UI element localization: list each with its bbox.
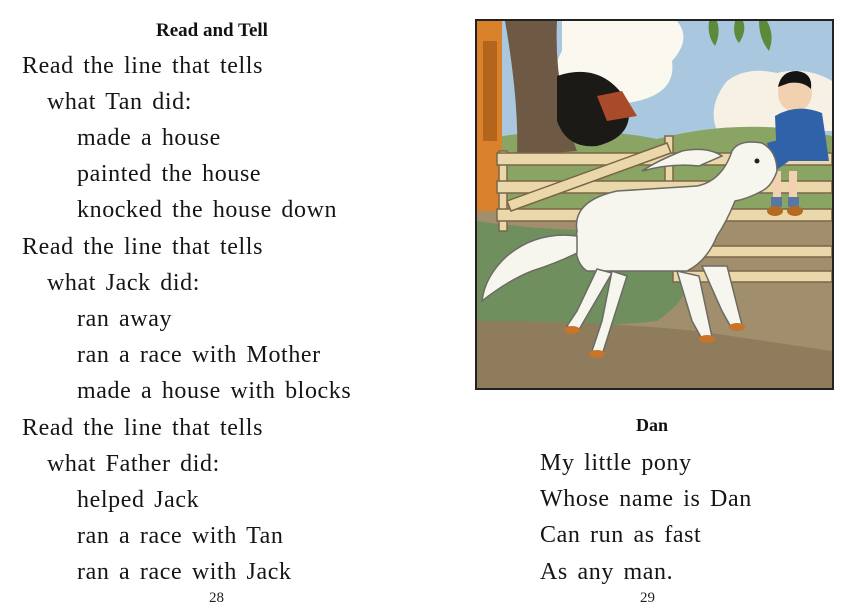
answer-option: knocked the house down [77,197,338,223]
answer-option: ran a race with Mother [77,342,321,368]
question-line: what Tan did: [47,89,192,115]
question-line: what Father did: [47,451,220,477]
answer-option: ran away [77,306,173,332]
poem-title: Dan [636,415,669,435]
poem-line: Whose name is Dan [540,486,752,512]
question-line: Read the line that tells [22,53,264,79]
poem-line: Can run as fast [540,522,702,548]
right-page [425,0,851,610]
question-line: Read the line that tells [22,415,264,441]
answer-option: painted the house [77,161,262,187]
page-number: 29 [640,590,655,606]
question-line: Read the line that tells [22,234,264,260]
answer-option: ran a race with Tan [77,523,284,549]
answer-option: made a house with blocks [77,378,352,404]
question-line: what Jack did: [47,270,201,296]
poem-line: As any man. [540,559,674,585]
answer-option: made a house [77,125,221,151]
pony-illustration [475,19,834,390]
page-number: 28 [209,590,224,606]
answer-option: helped Jack [77,487,200,513]
answer-option: ran a race with Jack [77,559,292,585]
poem-line: My little pony [540,450,692,476]
page-heading: Read and Tell [156,20,268,41]
left-page [0,0,425,610]
